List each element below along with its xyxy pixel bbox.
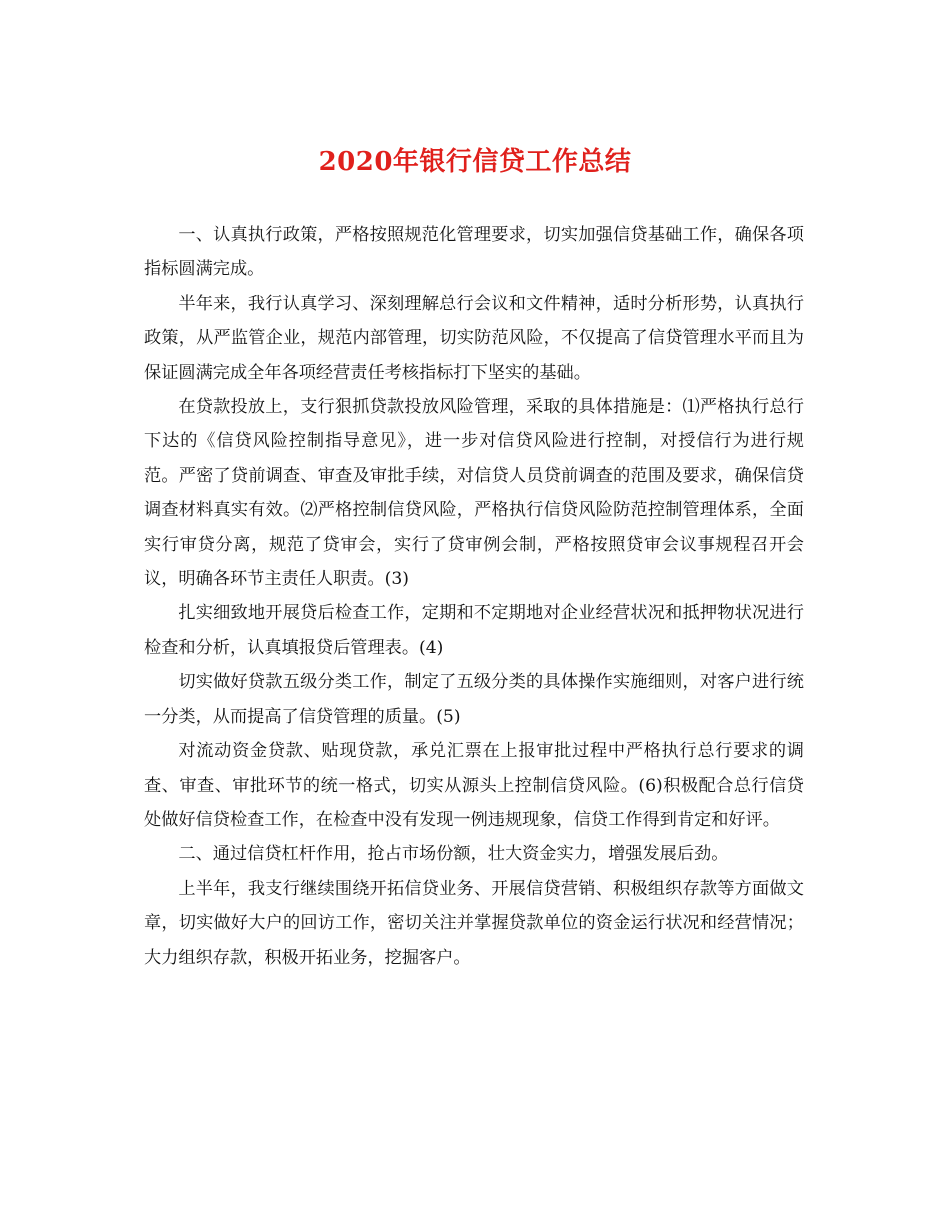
paragraph-5: 切实做好贷款五级分类工作，制定了五级分类的具体操作实施细则，对客户进行统一分类，从而提高了信贷管理的质量。(5) — [144, 672, 804, 727]
paragraph-2: 半年来，我行认真学习、深刻理解总行会议和文件精神，适时分析形势，认真执行政策，从严监管企业，规范内部管理，切实防范风险，不仅提高了信贷管理水平而且为保证圆满完成全年各项经营责任考核指标打下坚实的基础。 — [144, 293, 804, 383]
paragraph-4: 扎实细致地开展贷后检查工作，定期和不定期地对企业经营状况和抵押物状况进行检查和分析，认真填报贷后管理表。(4) — [144, 603, 804, 658]
paragraph-7: 二、通过信贷杠杆作用，抢占市场份额，壮大资金实力，增强发展后劲。 — [178, 844, 729, 865]
paragraph-1: 一、认真执行政策，严格按照规范化管理要求，切实加强信贷基础工作，确保各项指标圆满完成。 — [144, 225, 804, 280]
document-body — [144, 218, 804, 975]
document-title: 2020年银行信贷工作总结 — [318, 147, 632, 177]
paragraph-3: 在贷款投放上，支行狠抓贷款投放风险管理，采取的具体措施是：⑴严格执行总行下达的《信贷风险控制指导意见》，进一步对信贷风险进行控制，对授信行为进行规范。严密了贷前调查、审查及审批手续，对信贷人员贷前调查的范围及要求，确保信贷调查材料真实有效。⑵严格控制信贷风险，严格执行信贷风险防范控制管理体系，全面实行审贷分离，规范了贷审会，实行了贷审例会制，严格按照贷审会议事规程召开会议，明确各环节主责任人职责。(3) — [144, 397, 804, 590]
paragraph-6: 对流动资金贷款、贴现贷款，承兑汇票在上报审批过程中严格执行总行要求的调查、审查、审批环节的统一格式，切实从源头上控制信贷风险。(6)积极配合总行信贷处做好信贷检查工作，在检查中没有发现一例违规现象，信贷工作得到肯定和好评。 — [144, 741, 804, 830]
paragraph-8: 上半年，我支行继续围绕开拓信贷业务、开展信贷营销、积极组织存款等方面做文章，切实做好大户的回访工作，密切关注并掌握贷款单位的资金运行状况和经营情况；大力组织存款，积极开拓业务，挖掘客户。 — [144, 878, 804, 968]
